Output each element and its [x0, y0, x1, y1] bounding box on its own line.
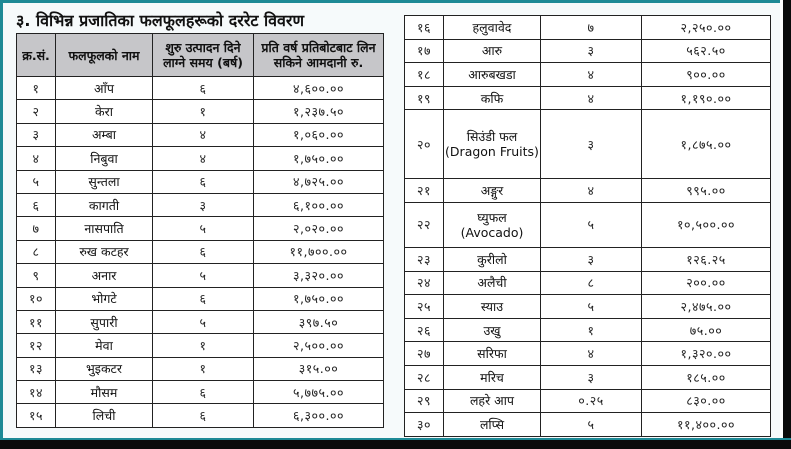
years-cell: ६	[153, 240, 254, 263]
income-cell: १२६.२५	[642, 247, 771, 271]
fruit-name-cell: अलैची	[444, 271, 541, 295]
fruit-name-cell: मेवा	[56, 334, 153, 357]
fruit-name-cell: कफि	[444, 86, 541, 110]
fruit-name-cell: सुन्तला	[56, 170, 153, 193]
table-row	[17, 404, 384, 427]
years-cell: ३	[541, 110, 642, 179]
years-cell: ५	[541, 413, 642, 437]
header-annual-income: प्रति वर्ष प्रतिबोटबाट लिन सकिने आमदानी रु.	[254, 34, 384, 77]
fruit-name-cell: लहरे आप	[444, 389, 541, 413]
fruit-name-cell: अम्बा	[56, 123, 153, 146]
serial-number-cell: ९	[17, 264, 56, 287]
fruit-rate-table-right	[404, 15, 771, 437]
table-row	[17, 170, 384, 193]
years-cell: ४	[153, 147, 254, 170]
serial-number-cell: २५	[405, 295, 444, 319]
serial-number-cell: ३	[17, 123, 56, 146]
income-cell: ८३०.००	[642, 389, 771, 413]
serial-number-cell: ८	[17, 240, 56, 263]
serial-number-cell: ७	[17, 217, 56, 240]
fruit-rate-table-left	[16, 33, 384, 428]
years-cell: ४	[541, 63, 642, 87]
serial-number-cell: २०	[405, 110, 444, 179]
fruit-name-cell: लप्सि	[444, 413, 541, 437]
serial-number-cell: २८	[405, 365, 444, 389]
years-cell: ३	[541, 247, 642, 271]
serial-number-cell: २	[17, 100, 56, 123]
years-cell: ५	[541, 295, 642, 319]
years-cell: ५	[153, 310, 254, 333]
table-row	[405, 63, 771, 87]
frame-border-bottom	[0, 440, 791, 449]
income-cell: ६,३००.००	[254, 404, 384, 427]
table-row	[17, 123, 384, 146]
table-row	[405, 39, 771, 63]
years-cell: ३	[541, 39, 642, 63]
years-cell: ४	[153, 123, 254, 146]
table-row	[17, 357, 384, 380]
table-row	[17, 77, 384, 100]
serial-number-cell: १०	[17, 287, 56, 310]
income-cell: १,८७५.००	[642, 110, 771, 179]
fruit-name-cell: सुपारी	[56, 310, 153, 333]
table-row	[405, 295, 771, 319]
fruit-name-cell: रुख कटहर	[56, 240, 153, 263]
serial-number-cell: १५	[17, 404, 56, 427]
years-cell: १	[541, 318, 642, 342]
years-cell: ३	[153, 193, 254, 216]
years-cell: ५	[541, 202, 642, 247]
years-cell: ६	[153, 170, 254, 193]
table-row	[405, 202, 771, 247]
fruit-name-cell: मरिच	[444, 365, 541, 389]
table-row	[17, 147, 384, 170]
table-row	[17, 287, 384, 310]
years-cell: ६	[153, 77, 254, 100]
income-cell: ११,७००.००	[254, 240, 384, 263]
income-cell: ३,३२०.००	[254, 264, 384, 287]
income-cell: २,२५०.००	[642, 16, 771, 40]
table-row	[17, 310, 384, 333]
fruit-name-cell: केरा	[56, 100, 153, 123]
years-cell: ६	[153, 381, 254, 404]
income-cell: २,४७५.००	[642, 295, 771, 319]
fruit-name-cell: हलुवावेद	[444, 16, 541, 40]
fruit-name-cell: मौसम	[56, 381, 153, 404]
fruit-name-cell: सरिफा	[444, 342, 541, 366]
table-row	[17, 100, 384, 123]
fruit-name-cell: नासपाति	[56, 217, 153, 240]
serial-number-cell: २१	[405, 179, 444, 203]
table-row	[405, 413, 771, 437]
income-cell: ५६२.५०	[642, 39, 771, 63]
frame-border-left	[0, 0, 3, 449]
serial-number-cell: ३०	[405, 413, 444, 437]
fruit-name-cell: आरु	[444, 39, 541, 63]
years-cell: ८	[541, 271, 642, 295]
income-cell: १८५.००	[642, 365, 771, 389]
income-cell: १,०६०.००	[254, 123, 384, 146]
years-cell: ७	[541, 16, 642, 40]
fruit-name-cell: भुइकटर	[56, 357, 153, 380]
table-row	[17, 217, 384, 240]
fruit-name-cell: सिउंडी फल (Dragon Fruits)	[444, 110, 541, 179]
fruit-name-cell: कुरीलो	[444, 247, 541, 271]
fruit-name-cell: निबुवा	[56, 147, 153, 170]
table-row	[405, 110, 771, 179]
fruit-name-cell: कागती	[56, 193, 153, 216]
table-row	[405, 342, 771, 366]
years-cell: ४	[541, 179, 642, 203]
serial-number-cell: २६	[405, 318, 444, 342]
income-cell: ५,७७५.००	[254, 381, 384, 404]
table-row	[405, 365, 771, 389]
income-cell: १०,५००.००	[642, 202, 771, 247]
header-fruit-name: फलफूलको नाम	[56, 34, 153, 77]
serial-number-cell: १४	[17, 381, 56, 404]
income-cell: १,३२०.००	[642, 342, 771, 366]
years-cell: ४	[541, 342, 642, 366]
header-years-to-produce: शुरु उत्पादन दिने लाग्ने समय (बर्ष)	[153, 34, 254, 77]
income-cell: १,१९०.००	[642, 86, 771, 110]
income-cell: ३९७.५०	[254, 310, 384, 333]
serial-number-cell: ५	[17, 170, 56, 193]
table-row	[405, 247, 771, 271]
table-row	[17, 334, 384, 357]
fruit-name-cell: आँप	[56, 77, 153, 100]
frame-border-top	[0, 0, 791, 3]
fruit-name-cell: लिची	[56, 404, 153, 427]
table-row	[405, 271, 771, 295]
frame-border-right	[783, 0, 791, 449]
serial-number-cell: १६	[405, 16, 444, 40]
years-cell: ४	[541, 86, 642, 110]
fruit-name-cell: अनार	[56, 264, 153, 287]
years-cell: ३	[541, 365, 642, 389]
years-cell: १	[153, 357, 254, 380]
income-cell: ४,६००.००	[254, 77, 384, 100]
years-cell: ५	[153, 217, 254, 240]
serial-number-cell: १९	[405, 86, 444, 110]
table-row	[17, 193, 384, 216]
table-header-row	[17, 34, 384, 77]
fruit-name-cell: घ्युफल (Avocado)	[444, 202, 541, 247]
page-title: ३. विभिन्न प्रजातिका फलफूलहरूको दररेट विवरण	[16, 11, 305, 30]
table-row	[405, 16, 771, 40]
serial-number-cell: १२	[17, 334, 56, 357]
table-row	[405, 389, 771, 413]
table-row	[17, 381, 384, 404]
years-cell: ५	[153, 264, 254, 287]
fruit-name-cell: उखु	[444, 318, 541, 342]
table-row	[405, 318, 771, 342]
serial-number-cell: ४	[17, 147, 56, 170]
table-row	[17, 240, 384, 263]
income-cell: ६,१००.००	[254, 193, 384, 216]
fruit-name-cell: आरुबखडा	[444, 63, 541, 87]
income-cell: २००.००	[642, 271, 771, 295]
years-cell: १	[153, 334, 254, 357]
years-cell: ६	[153, 404, 254, 427]
fruit-name-cell: अङ्गुर	[444, 179, 541, 203]
income-cell: २,५००.००	[254, 334, 384, 357]
income-cell: ९००.००	[642, 63, 771, 87]
serial-number-cell: ६	[17, 193, 56, 216]
years-cell: ०.२५	[541, 389, 642, 413]
serial-number-cell: २२	[405, 202, 444, 247]
income-cell: २,०२०.००	[254, 217, 384, 240]
income-cell: ७५.००	[642, 318, 771, 342]
serial-number-cell: १८	[405, 63, 444, 87]
serial-number-cell: १३	[17, 357, 56, 380]
years-cell: १	[153, 100, 254, 123]
income-cell: १,७५०.००	[254, 287, 384, 310]
serial-number-cell: २३	[405, 247, 444, 271]
income-cell: १,२३७.५०	[254, 100, 384, 123]
serial-number-cell: ११	[17, 310, 56, 333]
income-cell: ९९५.००	[642, 179, 771, 203]
years-cell: ६	[153, 287, 254, 310]
income-cell: १,७५०.००	[254, 147, 384, 170]
fruit-name-cell: भोगटे	[56, 287, 153, 310]
serial-number-cell: २७	[405, 342, 444, 366]
table-row	[17, 264, 384, 287]
income-cell: ४,७२५.००	[254, 170, 384, 193]
serial-number-cell: १७	[405, 39, 444, 63]
income-cell: ११,४००.००	[642, 413, 771, 437]
serial-number-cell: २९	[405, 389, 444, 413]
table-row	[405, 86, 771, 110]
income-cell: ३१५.००	[254, 357, 384, 380]
serial-number-cell: २४	[405, 271, 444, 295]
serial-number-cell: १	[17, 77, 56, 100]
fruit-name-cell: स्याउ	[444, 295, 541, 319]
header-sn: क्र.सं.	[17, 34, 56, 77]
table-row	[405, 179, 771, 203]
